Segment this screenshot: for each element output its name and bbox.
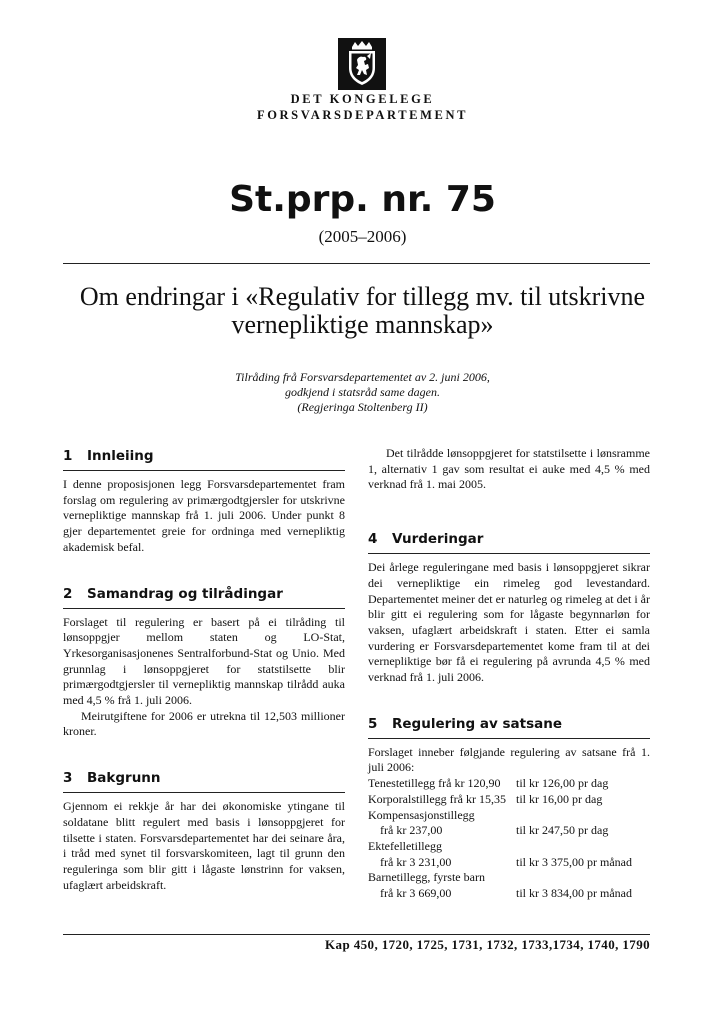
rate-to: til kr 126,00 pr dag xyxy=(516,776,609,791)
section-title: Regulering av satsane xyxy=(392,715,562,732)
section-number: 4 xyxy=(368,531,378,548)
document-number: St.prp. nr. 75 xyxy=(229,179,496,220)
section-heading xyxy=(63,446,345,471)
recommendation-note xyxy=(150,370,575,415)
rate-to: til kr 3 834,00 pr månad xyxy=(516,886,632,901)
session-years: (2005–2006) xyxy=(318,227,407,246)
rate-from: Korporalstillegg frå kr 15,35 xyxy=(368,791,506,806)
paragraph: Forslaget inneber følgjande regulering av satsane frå 1. juli 2006: xyxy=(368,744,650,775)
paragraph: Meirutgiftene for 2006 er utrekna til 12,503 millioner kroner. xyxy=(63,708,345,739)
rate-category: Ektefelletillegg xyxy=(368,838,442,853)
section-title: Samandrag og tilrådingar xyxy=(87,585,283,602)
paragraph: Det tilrådde lønsoppgjeret for statstilsette i lønsramme 1, alternativ 1 gav som resultat ei auke med 4,5 % med verknad frå 1. mai 2005. xyxy=(368,446,650,492)
rate-to: til kr 16,00 pr dag xyxy=(516,791,603,806)
paragraph: I denne proposisjonen legg Forsvarsdepartementet fram forslag om regulering av primærgodtgjersler for utskrivne vernepliktige mannskap frå 1. juli 2006. Under punkt 8 gjer departementet greie for ordninga med vernepliktig akademisk befal. xyxy=(63,477,345,554)
rate-row xyxy=(368,823,650,839)
section-heading xyxy=(63,584,345,609)
paragraph: Dei årlege reguleringane med basis i lønsoppgjeret sikrar dei vernepliktige ein rimeleg god levestandard. Departementet meiner det er naturleg og rimeleg at det i år blir gitt ei regulering som for lågaste begynnarløn for vaksen, ufaglært arbeidskraft i staten. Etter ei samla vurdering er Forsvarsdepartementet kome fram til at dei vernepliktige bør få ei regulering på avrunda 4,5 % med verknad frå 1. juli 2006. xyxy=(368,560,650,685)
rate-category: Barnetillegg, fyrste barn xyxy=(368,870,485,885)
rate-row xyxy=(368,776,650,792)
budget-chapters: Kap 450, 1720, 1725, 1731, 1732, 1733,1734, 1740, 1790 xyxy=(325,937,650,952)
section-samandrag xyxy=(63,584,345,741)
rate-from: Tenestetillegg frå kr 120,90 xyxy=(368,776,501,791)
right-column xyxy=(368,446,650,902)
section-number: 5 xyxy=(368,715,378,732)
rate-from: frå kr 3 669,00 xyxy=(380,886,452,901)
section-title: Vurderingar xyxy=(392,531,484,548)
rate-row xyxy=(368,886,650,902)
rate-to: til kr 247,50 pr dag xyxy=(516,823,609,838)
rate-category: Kompensasjonstillegg xyxy=(368,807,475,822)
section-number: 1 xyxy=(63,448,73,464)
coat-of-arms-logo xyxy=(338,38,386,90)
header-divider xyxy=(63,263,650,264)
section-title: Bakgrunn xyxy=(87,770,161,787)
section-heading xyxy=(368,529,650,554)
section-number: 3 xyxy=(63,770,73,787)
section-vurderingar xyxy=(368,529,650,686)
paragraph: Gjennom ei rekkje år har dei økonomiske ytingane til soldatane blitt regulert med basis i lønsoppgjeret for tilsette i staten. Forsvarsdepartementet har dei seinare åra, i tråd med synet til forsvarskomiteen, lagt til grunn den reguleringa som blir gitt i lågaste lønstrinn for vaksen, ufaglært arbeidskraft. xyxy=(63,799,345,892)
left-column xyxy=(63,446,345,893)
section-bakgrunn xyxy=(63,768,345,893)
ministry-name-line1: DET KONGELEGE xyxy=(290,92,435,106)
section-innleiing xyxy=(63,446,345,556)
section-regulering xyxy=(368,714,650,902)
section-title: Innleiing xyxy=(87,448,154,464)
rate-to: til kr 3 375,00 pr månad xyxy=(516,854,632,869)
recommendation-line: godkjend i statsråd same dagen. xyxy=(285,385,440,399)
paragraph: Forslaget til regulering er basert på ei tilråding til lønsoppgjer mellom staten og LO-Stat, Yrkesorganisasjonenes Sentralforbund-Stat og Unio. Med grunnlag i lønsoppgjeret for statstilsette blir primærgodtgjersler til vernepliktig mannskap tilrådd auka med 4,5 % frå 1. juli 2006. xyxy=(63,614,345,708)
document-title: Om endringar i «Regulativ for tillegg mv. til utskrivne vernepliktige mannskap» xyxy=(79,282,646,339)
footer-divider xyxy=(63,934,650,935)
ministry-name-line2: FORSVARSDEPARTEMENT xyxy=(256,108,469,122)
recommendation-line: Tilråding frå Forsvarsdepartementet av 2. juni 2006, xyxy=(235,370,490,384)
rate-row xyxy=(368,792,650,808)
rate-row xyxy=(368,855,650,871)
section-heading xyxy=(63,768,345,793)
rate-from: frå kr 237,00 xyxy=(380,823,443,838)
rate-from: frå kr 3 231,00 xyxy=(380,854,452,869)
rate-list xyxy=(368,776,650,902)
section-heading xyxy=(368,714,650,739)
recommendation-line: (Regjeringa Stoltenberg II) xyxy=(297,400,428,414)
section-number: 2 xyxy=(63,585,73,602)
